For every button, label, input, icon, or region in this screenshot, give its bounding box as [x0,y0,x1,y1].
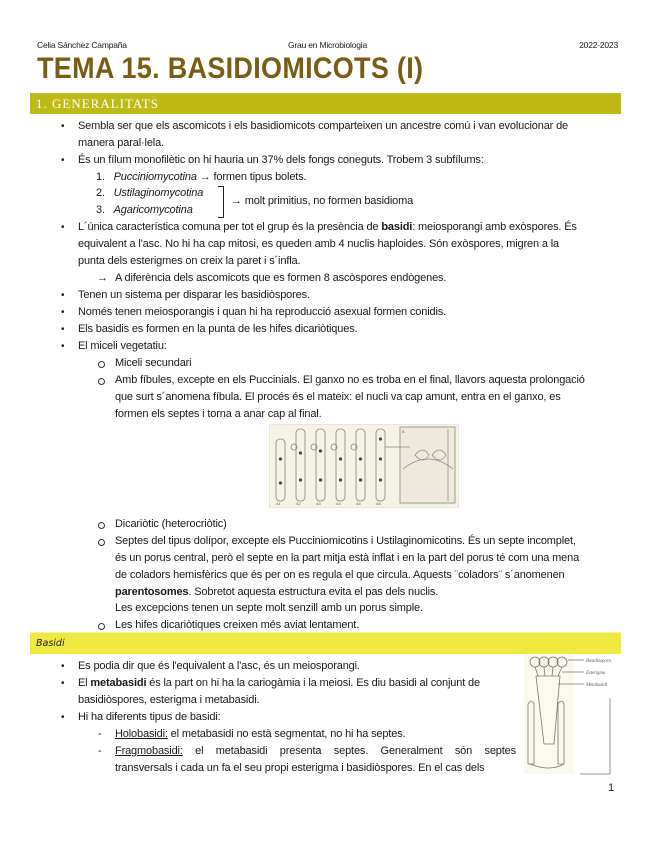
circle-bullet-icon [98,539,105,546]
section-heading-generalitats: 1. GENERALITATS [30,93,621,114]
bullet-icon: • [61,661,65,672]
bullet-icon: • [61,290,65,301]
paragraph-line: Holobasidi: el metabasidi no està segmentat, no hi ha septes. [115,728,406,740]
paragraph-line: L´única característica comuna per tot el grup és la presència de basidi: meiosporangi amb exòspores. És [78,221,577,233]
paragraph-line: Amb fíbules, excepte en els Puccinials. El ganxo no es troba en el final, llavors aquesta prolongació [115,374,585,386]
document-title: TEMA 15. BASIDIOMICOTS (I) [37,52,424,85]
svg-text:Basidiòspora: Basidiòspora [586,659,611,664]
header-course: Grau en Microbiologia [288,40,367,50]
arrow-icon: → [97,272,108,284]
bullet-icon: • [61,712,65,723]
paragraph-line: Dicariòtic (heterocriòtic) [115,518,227,530]
paragraph-line: manera paral·lela. [78,137,164,149]
term-basidi: basidi [381,221,413,233]
bullet-icon: • [61,155,65,166]
paragraph-line: Fragmobasidi: el metabasidi presenta septes. Generalment són septes [115,745,516,757]
paragraph-line: El metabasidi és la part on hi ha la cariogàmia i la meiosi. Es diu basidi al conjunt de [78,677,480,689]
subphylum-item: 3. Agaricomycotina [96,204,193,216]
paragraph-line: El miceli vegetatiu: [78,340,167,352]
circle-bullet-icon [98,361,105,368]
paragraph-line: basidiòspores, esterigma i metabasidi. [78,694,260,706]
svg-text:A5: A5 [356,501,361,506]
term-holobasidi: Holobasidi: [115,728,168,740]
term-fragmobasidi: Fragmobasidi: [115,745,183,757]
svg-text:Metabasidi: Metabasidi [586,683,607,688]
paragraph-line: equivalent a l'asc. No hi ha cap mitosi, es queden amb 4 nuclis haploides. Són exòspores, migren a la [78,238,560,250]
clamp-connection-figure [269,424,459,508]
paragraph-line: Hi ha diferents tipus de basidi: [78,711,221,723]
subphylum-name: Agaricomycotina [113,204,193,216]
header-year: 2022-2023 [579,40,618,50]
basidium-illustration [520,654,615,778]
paragraph-line: Les hifes dicariòtiques creixen més aviat lentament. [115,619,360,631]
basidium-figure [520,654,615,778]
paragraph-line: formen els septes i torna a anar cap al final. [115,408,322,420]
svg-text:A4: A4 [336,501,341,506]
bullet-icon: • [61,121,65,132]
bullet-icon: • [61,678,65,689]
svg-text:Esterigma: Esterigma [586,671,606,676]
paragraph-line: punta dels esterigmes on creix la paret i s´infla. [78,255,301,267]
bracket-icon [218,186,224,218]
svg-text:A3: A3 [316,501,321,506]
bullet-icon: • [61,222,65,233]
subphylum-name: Ustilaginomycotina [113,187,204,199]
paragraph-line: Miceli secundari [115,357,192,369]
subphylum-name: Pucciniomycotina [113,171,197,183]
paragraph-line: transversals i cada un fa el seu propi esterigma i basidiòspores. En el cas dels [115,762,485,774]
subsection-heading-basidi: Basidi [30,632,621,654]
subphylum-item: 2. Ustilaginomycotina [96,187,204,199]
circle-bullet-icon [98,378,105,385]
paragraph-line: Es podia dir que és l'equivalent a l'asc, és un meiosporangi. [78,660,360,672]
paragraph-line: A diferència dels ascomicots que es formen 8 ascòspores endògenes. [115,272,447,284]
circle-bullet-icon [98,522,105,529]
paragraph-line: Tenen un sistema per disparar les basidiòspores. [78,289,310,301]
paragraph-line: és un porus central, però el septe en la part mitja està inflat i en la part del porus té com una mena [115,552,580,564]
dash-bullet-icon: - [98,745,102,757]
bullet-icon: • [61,324,65,335]
term-metabasidi: metabasidi [90,677,147,689]
bullet-icon: • [61,307,65,318]
svg-text:A6: A6 [376,501,381,506]
bracket-note: → molt primitius, no formen basidioma [231,195,414,207]
paragraph-line: parentosomes. Sobretot aquesta estructura evita el pas dels nuclis. [115,586,439,598]
term-parentosomes: parentosomes [115,586,189,598]
clamp-connection-illustration [270,425,458,507]
header-author: Celia Sánchez Campaña [37,40,127,50]
svg-text:B: B [402,429,405,434]
svg-text:A1: A1 [276,501,281,506]
paragraph-line: que surt s´anomena fíbula. El procés és el mateix: el nucli va cap amunt, entra en el ganxo, es [115,391,561,403]
dash-bullet-icon: - [98,728,102,740]
page-number: 1 [608,782,615,794]
paragraph-line: Sembla ser que els ascomicots i els basidiomicots comparteixen un ancestre comú i van evolucionar de [78,120,569,132]
bullet-icon: • [61,341,65,352]
paragraph-line: És un fílum monofilètic on hi hauria un 37% dels fongs coneguts. Trobem 3 subfílums: [78,154,484,166]
paragraph-line: de coladors hemisfèrics que és per on es regula el que circula. Aquests ¨coladors¨ s´anomenen [115,569,565,581]
paragraph-line: Septes del tipus dolípor, excepte els Pucciniomicotins i Ustilaginomicotins. És un septe incomplet, [115,535,576,547]
paragraph-line: Els basidis es formen en la punta de les hifes dicariòtiques. [78,323,358,335]
paragraph-line: Les excepcions tenen un septe molt senzill amb un porus simple. [115,602,423,614]
svg-text:A2: A2 [296,501,301,506]
paragraph-line: Només tenen meiosporangis i quan hi ha reproducció asexual formen conidis. [78,306,447,318]
subphylum-item: 1. Pucciniomycotina → formen tipus bolets. [96,171,307,183]
circle-bullet-icon [98,623,105,630]
